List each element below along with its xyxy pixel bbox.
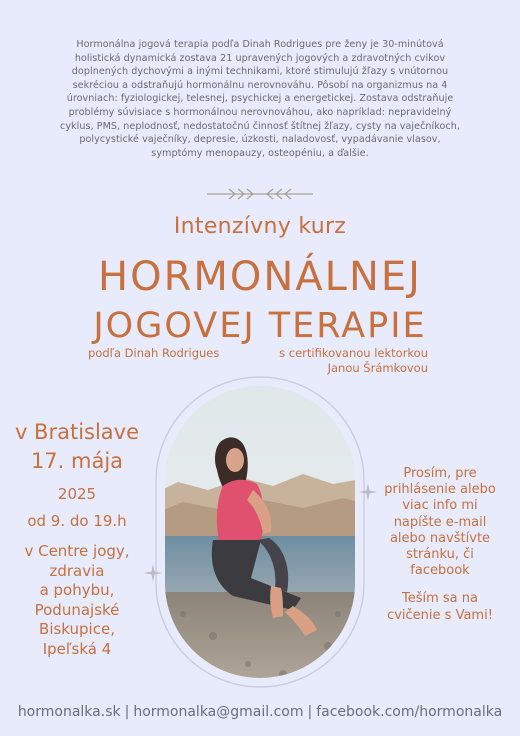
contact-line: facebook xyxy=(410,563,470,579)
lector-line: Janou Šrámkovou xyxy=(327,361,428,375)
email-link[interactable]: hormonalka@gmail.com xyxy=(133,704,304,720)
event-date: 17. mája xyxy=(30,449,124,473)
intro-line: úrovniach: fyziologickej, telesnej, psychickej a energetickej. Zostava odstraňuje xyxy=(66,93,454,105)
contact-line: viac info mi xyxy=(402,498,478,514)
place-line: v Centre jogy, xyxy=(24,542,130,560)
footer-contacts xyxy=(0,704,520,720)
place-line: Biskupice, xyxy=(39,620,115,638)
footer-separator: | xyxy=(307,704,313,720)
footer-separator: | xyxy=(124,704,130,720)
event-city: v Bratislave xyxy=(14,420,140,444)
contact-line: alebo navštívte xyxy=(389,530,491,546)
event-details xyxy=(4,418,150,659)
intro-line: sekréciou a odstraňujú hormonálnu nerovnováhu. Pôsobí na organizmus na 4 xyxy=(72,79,448,91)
event-place xyxy=(4,542,150,659)
website-link[interactable]: hormonalka.sk xyxy=(17,704,121,720)
intro-line: cyklus, PMS, neplodnosť, nedostatočnú činnosť štítnej žľazy, cysty na vaječníkoch, xyxy=(60,120,460,132)
contact-line: Prosím, pre xyxy=(403,466,477,481)
place-line: zdravia xyxy=(49,561,105,580)
greeting-line: Teším sa na xyxy=(402,591,478,607)
place-line: a pohybu, xyxy=(39,581,115,599)
greeting xyxy=(384,591,496,623)
yoga-photo xyxy=(153,374,367,690)
intro-line: symptómy menopauzy, osteopéniu, a ďalšie. xyxy=(151,147,369,159)
chevron-ornament-icon xyxy=(205,187,315,201)
contact-line: stránku, či xyxy=(406,547,474,563)
lector-line: s certifikovanou lektorkou xyxy=(279,346,428,360)
intro-line: problémy súvisiace s hormonálnou nerovnováhou, ako napríklad: nepravidelný xyxy=(68,106,452,118)
four-point-star-icon xyxy=(359,483,377,501)
contact-note xyxy=(384,466,496,624)
intro-line: Hormonálna jogová terapia podľa Dinah Rodrigues pre ženy je 30-minútová xyxy=(76,39,444,50)
event-year: 2025 xyxy=(57,485,97,503)
contact-line: napíšte e-mail xyxy=(393,514,487,530)
facebook-link[interactable]: facebook.com/hormonalka xyxy=(316,704,503,720)
title-line-2: JOGOVEJ TERAPIE xyxy=(93,306,427,346)
place-line: Ipeľská 4 xyxy=(42,639,112,658)
event-time: od 9. do 19.h xyxy=(27,512,127,530)
intro-line: doplnených dychovými a inými technikami, ktoré stimulujú žľazy s vnútornou xyxy=(71,66,449,78)
title-line-1: HORMONÁLNEJ xyxy=(98,254,422,300)
four-point-star-icon xyxy=(144,564,162,582)
intro-line: polycystické vaječníky, depresie, úzkosti, naladovosť, vypadávanie vlasov, xyxy=(79,134,441,146)
lector-credit xyxy=(266,346,428,376)
contact-line: prihlásenie alebo xyxy=(384,482,496,498)
greeting-line: cvičenie s Vami! xyxy=(387,607,493,623)
author-credit: podľa Dinah Rodrigues xyxy=(88,346,220,360)
place-line: Podunajské xyxy=(34,600,120,619)
intro-line: holistická dynamická zostava 21 upravených jogových a zdravotných cvikov xyxy=(74,52,446,64)
course-subtitle: Intenzívny kurz xyxy=(173,214,347,239)
intro-paragraph xyxy=(44,38,476,160)
